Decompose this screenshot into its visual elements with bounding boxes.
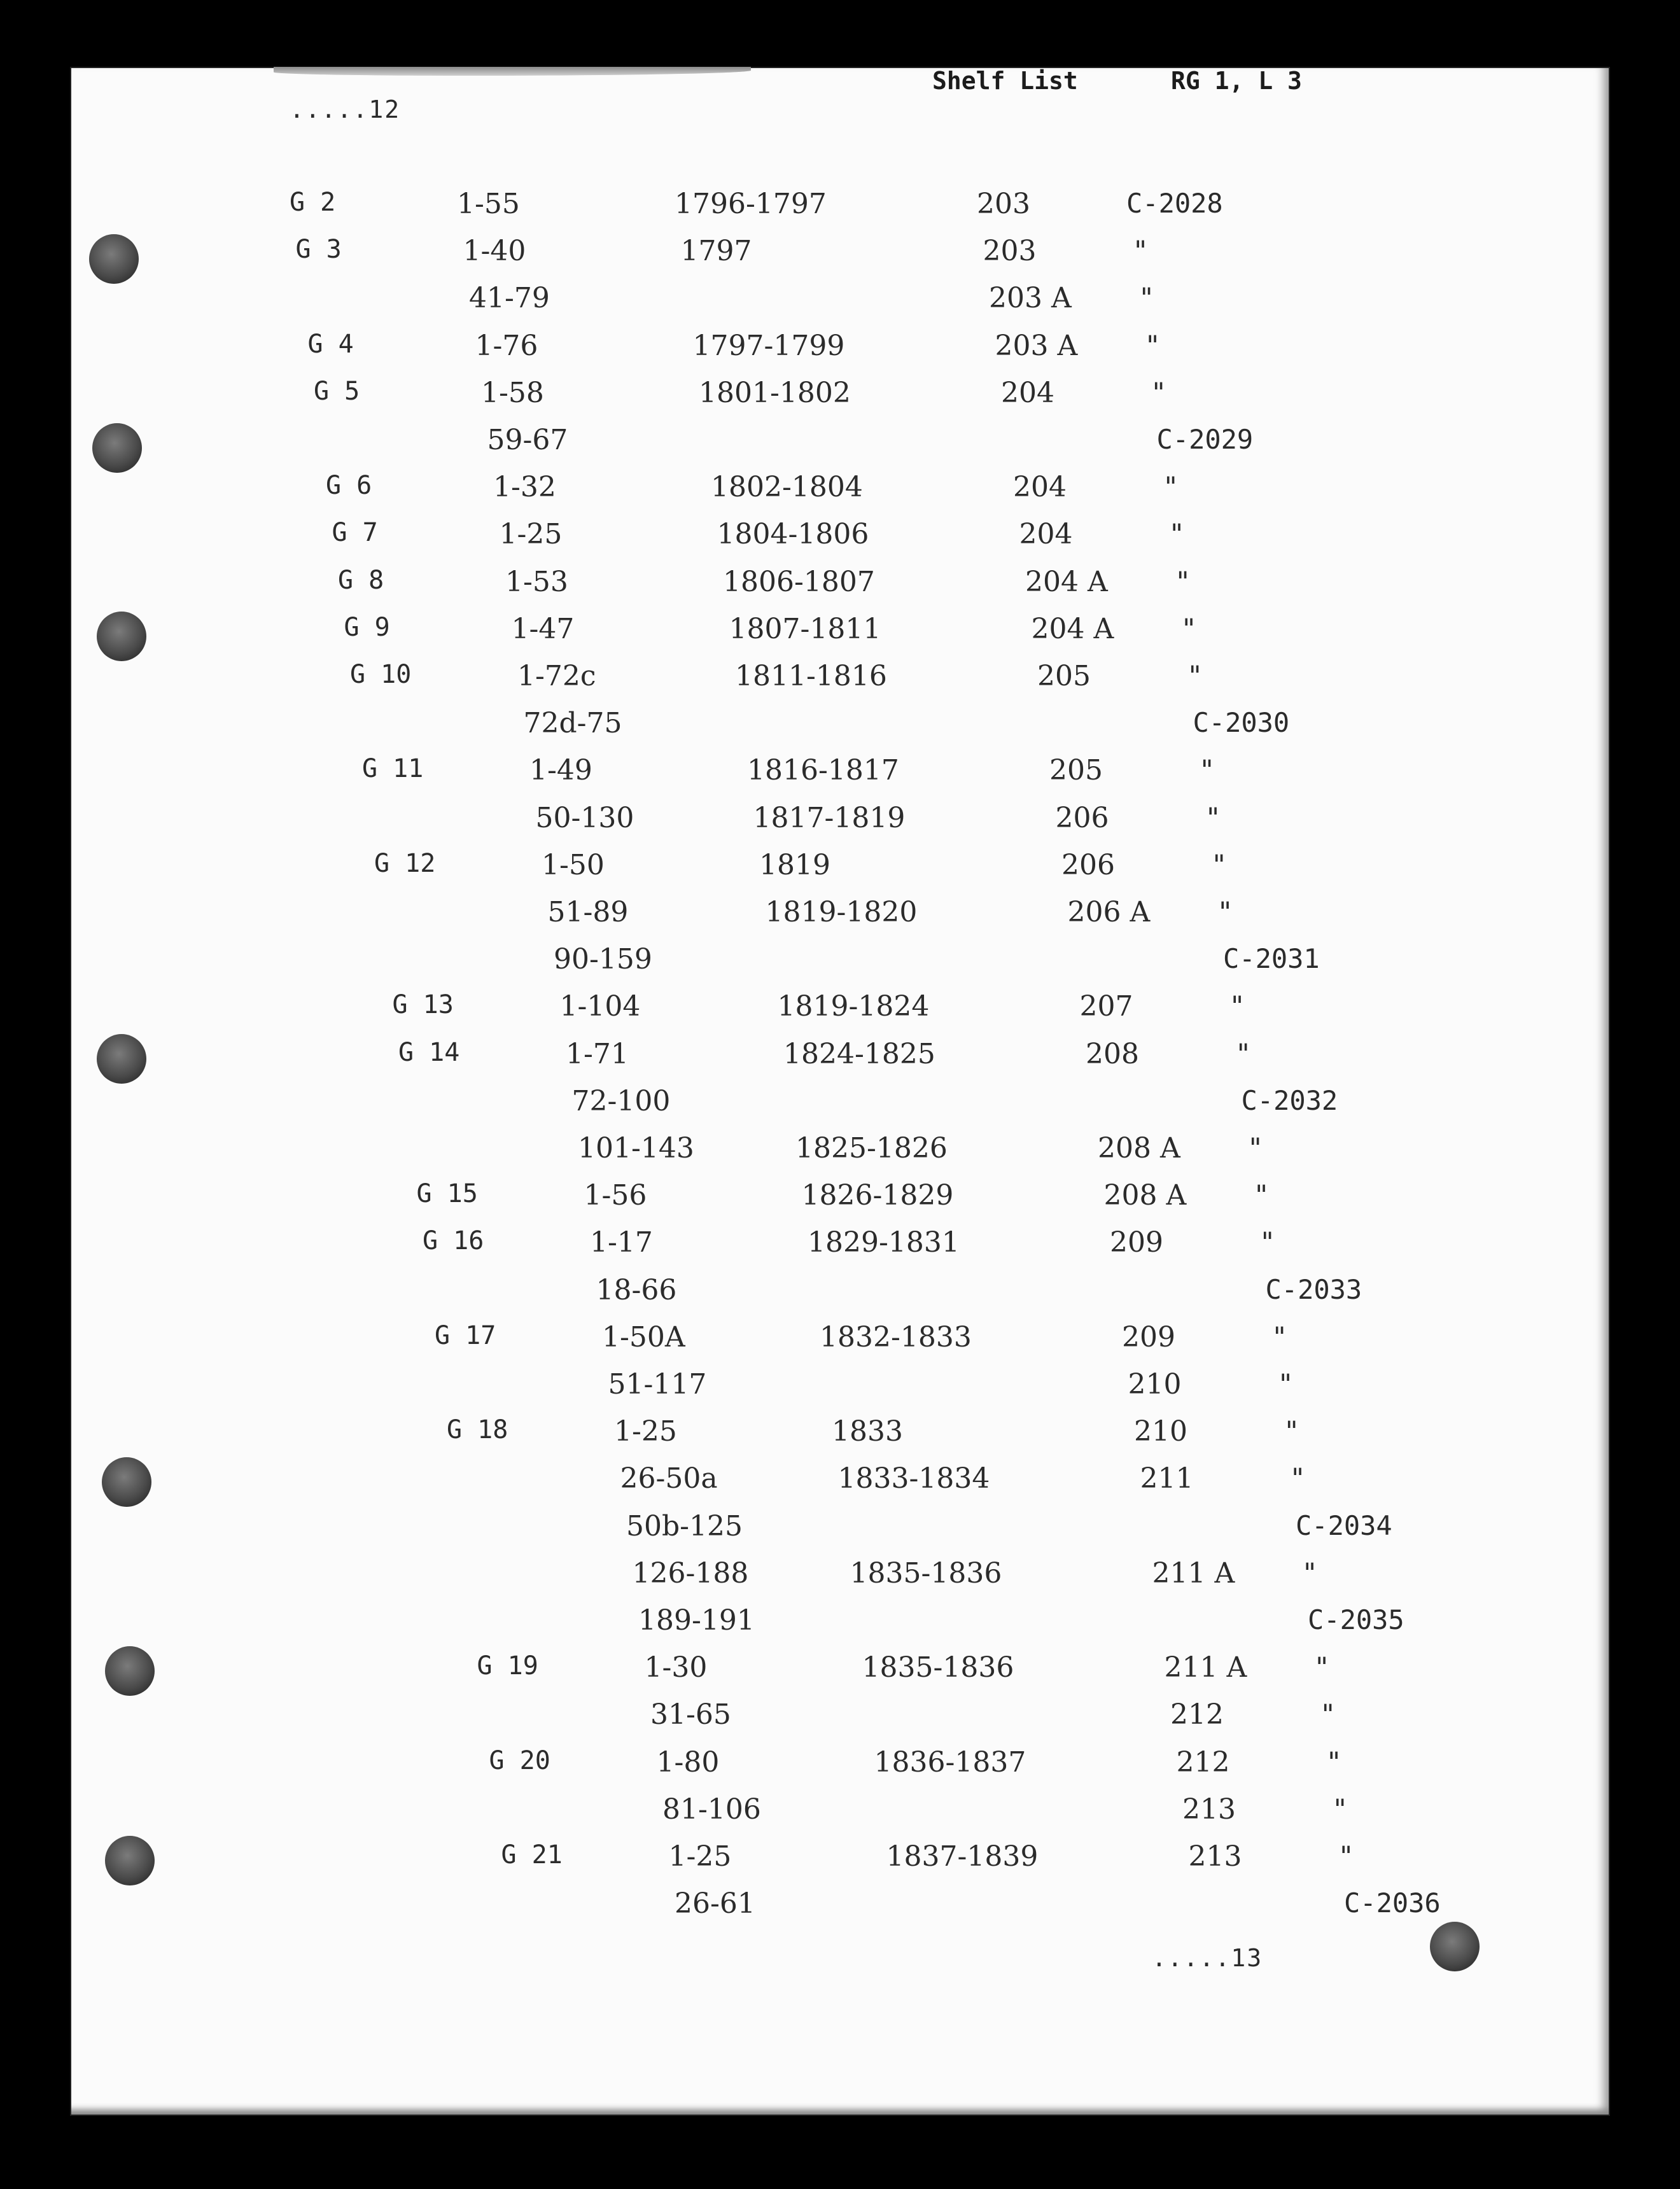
cell-dates: 1806-1807 <box>723 565 875 598</box>
cell-box: 209 <box>1122 1320 1175 1353</box>
cell-items: 81-106 <box>662 1793 761 1826</box>
cell-box: 205 <box>1037 660 1091 692</box>
cell-items: 1-76 <box>475 329 538 362</box>
cell-dates: 1804-1806 <box>717 518 869 551</box>
cell-roll: C-2028 <box>1126 188 1223 219</box>
cell-roll: " <box>1205 801 1221 833</box>
cell-items: 1-17 <box>590 1226 653 1259</box>
punch-hole-icon <box>97 1034 146 1084</box>
cell-roll: " <box>1284 1415 1300 1447</box>
cell-series: G 12 <box>374 848 436 878</box>
cell-dates: 1819-1824 <box>777 990 930 1023</box>
cell-box: 204 <box>1019 518 1073 551</box>
cell-box: 203 A <box>989 282 1072 315</box>
cell-roll: C-2033 <box>1265 1273 1362 1305</box>
cell-series: G 17 <box>435 1320 496 1350</box>
cell-box: 203 A <box>995 329 1078 362</box>
cell-series: G 6 <box>326 471 372 501</box>
cell-series: G 20 <box>489 1745 550 1775</box>
cell-roll: " <box>1247 1132 1264 1163</box>
cell-roll: " <box>1175 565 1191 597</box>
cell-items: 1-30 <box>644 1651 708 1684</box>
cell-items: 1-25 <box>668 1840 732 1873</box>
punch-hole-icon <box>102 1457 151 1507</box>
cell-dates: 1817-1819 <box>753 801 906 834</box>
cell-dates: 1807-1811 <box>729 612 881 645</box>
cell-roll: " <box>1235 1037 1252 1069</box>
torn-edge <box>274 67 751 76</box>
cell-dates: 1833 <box>832 1415 903 1448</box>
cell-items: 1-25 <box>499 518 563 551</box>
cell-dates: 1835-1836 <box>862 1651 1014 1684</box>
cell-items: 1-72c <box>517 660 596 692</box>
cell-dates: 1819 <box>759 848 830 881</box>
cell-items: 26-50a <box>620 1462 718 1495</box>
cell-box: 204 <box>1013 471 1067 504</box>
cell-items: 126-188 <box>632 1556 749 1590</box>
cell-roll: " <box>1271 1320 1288 1352</box>
cell-items: 1-25 <box>614 1415 677 1448</box>
cell-dates: 1796-1797 <box>675 188 827 220</box>
cell-roll: C-2034 <box>1296 1509 1392 1541</box>
cell-roll: " <box>1320 1698 1336 1730</box>
cell-items: 51-89 <box>547 896 629 928</box>
cell-roll: " <box>1332 1793 1348 1824</box>
cell-roll: " <box>1187 660 1203 691</box>
cell-dates: 1802-1804 <box>711 471 863 504</box>
cell-series: G 11 <box>362 754 424 784</box>
cell-series: G 7 <box>332 518 378 548</box>
cell-items: 1-55 <box>457 188 520 220</box>
cell-box: 208 A <box>1103 1179 1187 1212</box>
cell-box: 210 <box>1128 1368 1182 1401</box>
cell-dates: 1836-1837 <box>874 1745 1026 1779</box>
cell-dates: 1801-1802 <box>699 376 851 409</box>
cell-box: 211 A <box>1164 1651 1247 1684</box>
cell-items: 101-143 <box>578 1132 694 1164</box>
cell-roll: C-2035 <box>1308 1604 1404 1635</box>
cell-series: G 3 <box>295 235 342 265</box>
cell-roll: " <box>1138 282 1155 314</box>
punch-hole-icon <box>92 423 142 473</box>
cell-roll: " <box>1313 1651 1330 1683</box>
cell-box: 211 <box>1140 1462 1194 1495</box>
cell-roll: " <box>1301 1556 1318 1588</box>
cell-box: 206 A <box>1067 896 1151 928</box>
cell-roll: C-2029 <box>1156 424 1254 455</box>
punch-hole-icon <box>89 234 139 284</box>
cell-series: G 4 <box>307 329 354 359</box>
cell-box: 204 <box>1001 376 1054 409</box>
cell-roll: " <box>1151 376 1167 408</box>
page-title: Shelf List <box>932 67 1078 95</box>
cell-roll: " <box>1289 1462 1306 1494</box>
cell-items: 26-61 <box>675 1887 755 1920</box>
cell-box: 204 A <box>1031 612 1114 645</box>
cell-dates: 1829-1831 <box>808 1226 960 1259</box>
cell-items: 1-80 <box>656 1745 720 1779</box>
cell-items: 1-50A <box>602 1320 685 1353</box>
cell-roll: " <box>1132 235 1149 267</box>
cell-dates: 1819-1820 <box>765 896 918 928</box>
cell-series: G 10 <box>350 660 412 689</box>
cell-box: 203 <box>983 235 1037 268</box>
document-page <box>70 67 1610 2116</box>
cell-box: 208 A <box>1098 1132 1180 1164</box>
cell-series: G 16 <box>423 1226 484 1256</box>
continued-from-marker: .....12 <box>290 95 401 123</box>
cell-items: 189-191 <box>638 1604 755 1637</box>
cell-series: G 9 <box>344 612 390 642</box>
cell-box: 212 <box>1176 1745 1230 1779</box>
cell-items: 1-47 <box>511 612 575 645</box>
cell-series: G 8 <box>338 565 384 595</box>
cell-box: 211 A <box>1152 1556 1235 1590</box>
cell-roll: " <box>1259 1226 1276 1258</box>
cell-roll: " <box>1326 1745 1342 1777</box>
cell-items: 1-32 <box>493 471 556 504</box>
punch-hole-icon <box>1430 1922 1480 1971</box>
cell-series: G 18 <box>447 1415 508 1445</box>
cell-series: G 13 <box>392 990 454 1020</box>
cell-series: G 15 <box>416 1179 478 1209</box>
cell-roll: " <box>1217 896 1233 927</box>
cell-dates: 1832-1833 <box>820 1320 972 1353</box>
cell-roll: " <box>1168 518 1185 550</box>
cell-box: 209 <box>1110 1226 1163 1259</box>
cell-items: 31-65 <box>650 1698 731 1731</box>
cell-items: 1-50 <box>542 848 605 881</box>
cell-roll: C-2030 <box>1193 707 1290 739</box>
cell-dates: 1835-1836 <box>850 1556 1002 1590</box>
cell-box: 213 <box>1182 1793 1236 1826</box>
cell-roll: C-2031 <box>1223 943 1320 975</box>
cell-roll: " <box>1163 471 1179 503</box>
cell-items: 90-159 <box>554 943 652 976</box>
punch-hole-icon <box>105 1836 155 1885</box>
cell-dates: 1833-1834 <box>837 1462 990 1495</box>
cell-dates: 1837-1839 <box>886 1840 1039 1873</box>
cell-series: G 5 <box>314 376 360 406</box>
cell-dates: 1797 <box>680 235 752 268</box>
cell-items: 1-53 <box>505 565 568 598</box>
cell-items: 72d-75 <box>523 707 622 740</box>
cell-roll: " <box>1211 848 1228 880</box>
cell-items: 1-104 <box>559 990 641 1023</box>
cell-items: 41-79 <box>469 282 550 315</box>
cell-items: 1-40 <box>463 235 526 268</box>
cell-items: 50-130 <box>535 801 634 834</box>
cell-items: 1-58 <box>481 376 544 409</box>
cell-dates: 1825-1826 <box>795 1132 948 1164</box>
punch-hole-icon <box>105 1646 155 1696</box>
cell-items: 59-67 <box>487 424 568 456</box>
cell-items: 50b-125 <box>626 1509 743 1542</box>
cell-items: 51-117 <box>608 1368 707 1401</box>
cell-items: 72-100 <box>571 1084 671 1117</box>
cell-roll: " <box>1277 1368 1294 1399</box>
cell-series: G 14 <box>398 1037 460 1067</box>
cell-roll: " <box>1144 329 1161 361</box>
cell-box: 212 <box>1170 1698 1224 1731</box>
cell-items: 1-71 <box>566 1037 629 1070</box>
cell-roll: " <box>1180 612 1197 644</box>
cell-roll: C-2036 <box>1344 1887 1441 1919</box>
cell-roll: C-2032 <box>1241 1084 1338 1116</box>
cell-dates: 1824-1825 <box>783 1037 935 1070</box>
punch-hole-icon <box>97 612 146 661</box>
cell-roll: " <box>1199 754 1215 786</box>
cell-box: 205 <box>1049 754 1103 787</box>
cell-dates: 1816-1817 <box>747 754 899 787</box>
cell-dates: 1826-1829 <box>801 1179 954 1212</box>
cell-series: G 2 <box>290 188 336 217</box>
record-group-label: RG 1, L 3 <box>1171 67 1302 95</box>
cell-dates: 1797-1799 <box>692 329 845 362</box>
cell-items: 18-66 <box>596 1273 677 1306</box>
cell-dates: 1811-1816 <box>735 660 887 692</box>
continued-to-marker: .....13 <box>1152 1944 1263 1972</box>
cell-box: 210 <box>1134 1415 1187 1448</box>
cell-box: 204 A <box>1025 565 1108 598</box>
cell-roll: " <box>1338 1840 1354 1871</box>
cell-roll: " <box>1229 990 1245 1022</box>
cell-box: 207 <box>1079 990 1133 1023</box>
cell-box: 206 <box>1061 848 1115 881</box>
cell-items: 1-56 <box>584 1179 647 1212</box>
cell-series: G 19 <box>477 1651 538 1681</box>
cell-box: 208 <box>1086 1037 1139 1070</box>
cell-box: 206 <box>1055 801 1109 834</box>
cell-box: 213 <box>1188 1840 1242 1873</box>
cell-items: 1-49 <box>529 754 592 787</box>
cell-box: 203 <box>977 188 1030 220</box>
cell-series: G 21 <box>501 1840 563 1870</box>
cell-roll: " <box>1253 1179 1270 1211</box>
